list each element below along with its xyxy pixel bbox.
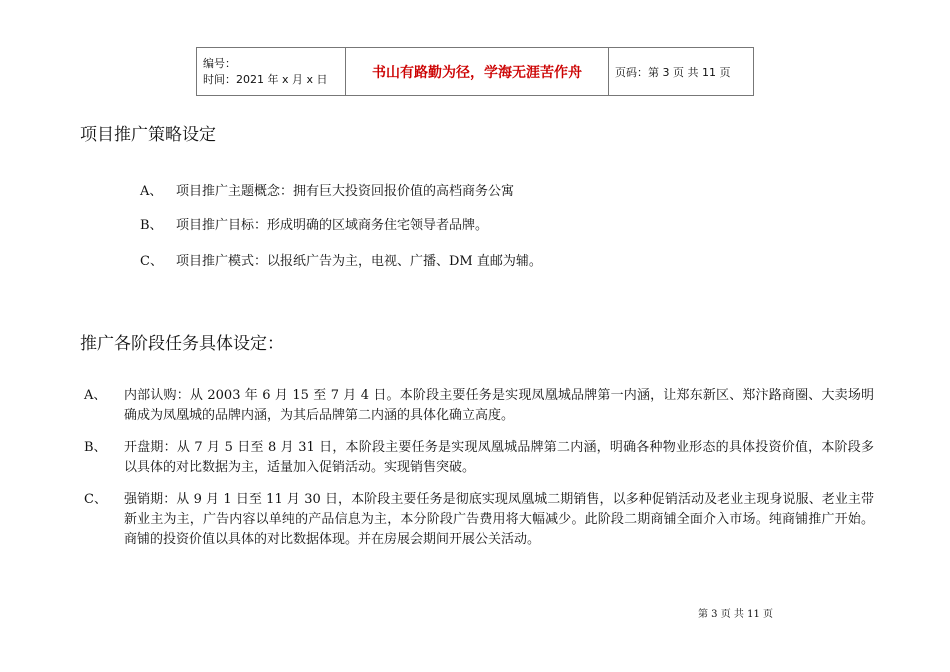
list-marker: C、 [84, 492, 107, 507]
list-item [140, 180, 514, 199]
list-item [140, 214, 488, 233]
list-item-text: 项目推广模式：以报纸广告为主，电视、广播、DM 直邮为辅。 [176, 254, 542, 269]
document-number-label: 编号： [203, 56, 236, 70]
document-date: 时间：2021 年 x 月 x 日 [203, 72, 328, 86]
list-item [140, 250, 542, 269]
section-title-stages: 推广各阶段任务具体设定： [80, 334, 284, 354]
header-page-number: 页码：第 3 页 共 11 页 [609, 48, 754, 96]
list-item-text: 内部认购：从 2003 年 6 月 15 至 7 月 4 日。本阶段主要任务是实现凤凰城品牌第一内涵，让郑东新区、郑汴路商圈、大卖场明确成为凤凰城的品牌内涵，为其后品牌第二内涵的具体化确立高度。 [124, 388, 874, 423]
header-meta-cell [197, 48, 346, 96]
list-marker: B、 [140, 218, 163, 233]
list-item [84, 438, 874, 478]
list-marker: B、 [84, 440, 107, 455]
document-header [196, 47, 754, 96]
list-item-text: 项目推广主题概念：拥有巨大投资回报价值的高档商务公寓 [176, 184, 515, 199]
list-item [84, 386, 874, 426]
list-marker: C、 [140, 254, 163, 269]
header-motto: 书山有路勤为径，学海无涯苦作舟 [346, 48, 609, 96]
page-footer: 第 3 页 共 11 页 [698, 609, 773, 620]
list-item-text: 开盘期：从 7 月 5 日至 8 月 31 日，本阶段主要任务是实现凤凰城品牌第二内涵，明确各种物业形态的具体投资价值，本阶段多以具体的对比数据为主，适量加入促销活动。实现销售突破。 [124, 440, 874, 475]
list-item-text: 强销期：从 9 月 1 日至 11 月 30 日，本阶段主要任务是彻底实现凤凰城二期销售，以多种促销活动及老业主现身说服、老业主带新业主为主，广告内容以单纯的产品信息为主，本分阶段广告费用将大幅减少。此阶段二期商铺全面介入市场。纯商铺推广开始。商铺的投资价值以具体的对比数据体现。并在房展会期间开展公关活动。 [124, 492, 874, 547]
list-item-text: 项目推广目标：形成明确的区域商务住宅领导者品牌。 [176, 218, 489, 233]
section-title-strategy: 项目推广策略设定 [80, 125, 216, 145]
list-marker: A、 [84, 388, 107, 403]
list-marker: A、 [140, 184, 163, 199]
list-item [84, 490, 874, 550]
